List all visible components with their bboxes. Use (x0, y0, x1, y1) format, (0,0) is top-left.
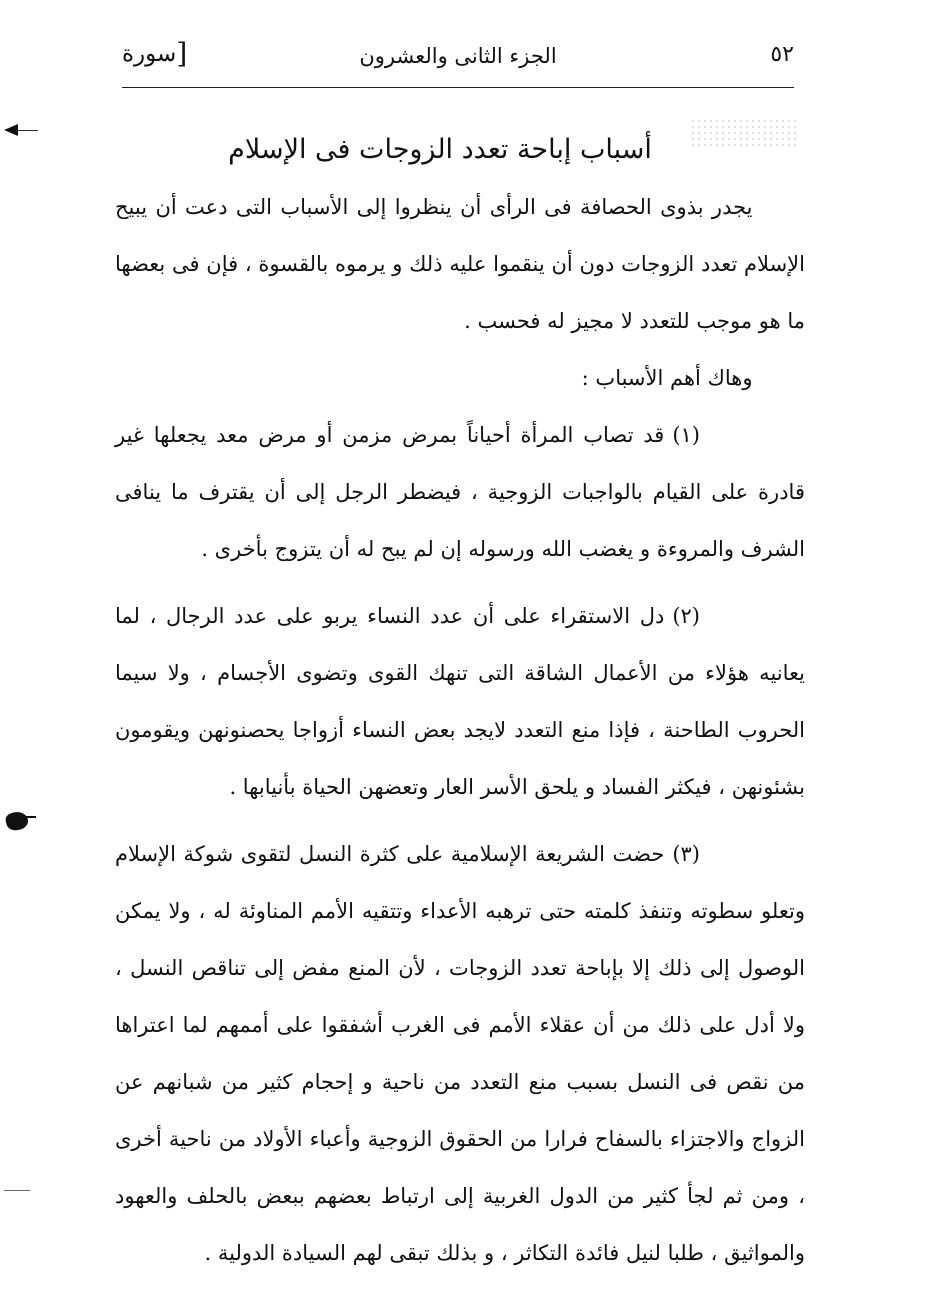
margin-blot-tip (26, 816, 36, 818)
item-number-1: (١) (672, 423, 700, 447)
margin-line (4, 1190, 30, 1191)
list-item-1 (115, 407, 805, 578)
header-divider (122, 87, 794, 88)
bracket-icon: [ (176, 37, 188, 70)
surah-label-box (122, 37, 188, 70)
item-number-2: (٢) (672, 604, 700, 628)
item-text-1: قد تصاب المرأة أحياناً بمرض مزمن أو مرض معد يجعلها غير قادرة على القيام بالواجبات الزوجية ، فيضطر الرجل إلى أن يقترف ما ينافى الشرف والمروءة و يغضب الله ورسوله إن لم يبح له أن يتزوج بأخرى . (115, 423, 805, 561)
margin-line (18, 130, 38, 131)
item-number-3: (٣) (672, 842, 700, 866)
running-title: الجزء الثانى والعشرون (359, 44, 557, 68)
list-item-2 (115, 588, 805, 816)
surah-label: سورة (122, 41, 177, 67)
page-header (122, 38, 794, 86)
body-text (115, 130, 805, 1282)
paragraph-lead: وهاك أهم الأسباب : (581, 366, 753, 390)
item-text-3: حضت الشريعة الإسلامية على كثرة النسل لتقوى شوكة الإسلام وتعلو سطوته وتنفذ كلمته حتى ترهبه الأعداء وتتقيه الأمم المناوئة له ، ولا يمكن الوصول إلى ذلك إلا بإباحة تعدد الزوجات ، لأن المنع مفض إلى تناقص النسل ، ولا أدل على ذلك من أن عقلاء الأمم فى الغرب أشفقوا على أممهم لما اعتراها من نقص فى النسل بسبب منع التعدد من ناحية و إحجام كثير من شبانهم عن الزواج والاجتزاء بالسفاح فرارا من الحقوق الزوجية وأعباء الأولاد من ناحية أخرى ، ومن ثم لجأ كثير من الدول الغربية إلى ارتباط بعضهم ببعض بالحلف والعهود والمواثيق ، طلبا لنيل فائدة التكاثر ، و بذلك تبقى لهم السيادة الدولية . (115, 842, 805, 1265)
paragraph-gap (115, 578, 805, 588)
paragraph-intro: يجدر بذوى الحصافة فى الرأى أن ينظروا إلى الأسباب التى دعت أن يبيح الإسلام تعدد الزوجات دون أن ينقموا عليه ذلك و يرموه بالقسوة ، فإن فى بعضها ما هو موجب للتعدد لا مجيز له فحسب . (115, 195, 805, 333)
margin-blot-icon (4, 810, 29, 832)
page-number: ٥٢ (770, 42, 794, 67)
list-item-3 (115, 826, 805, 1282)
margin-arrow-icon (4, 124, 18, 136)
item-text-2: دل الاستقراء على أن عدد النساء يربو على عدد الرجال ، لما يعانيه هؤلاء من الأعمال الشاقة التى تنهك القوى وتضوى الأجسام ، ولا سيما الحروب الطاحنة ، فإذا منع التعدد لايجد بعض النساء أزواجا يحصنونهن ويقومون بشئونهن ، فيكثر الفساد و يلحق الأسر العار وتعضهن الحياة بأنيابها . (115, 604, 805, 799)
paragraph-gap (115, 816, 805, 826)
section-title: أسباب إباحة تعدد الزوجات فى الإسلام (228, 134, 652, 165)
